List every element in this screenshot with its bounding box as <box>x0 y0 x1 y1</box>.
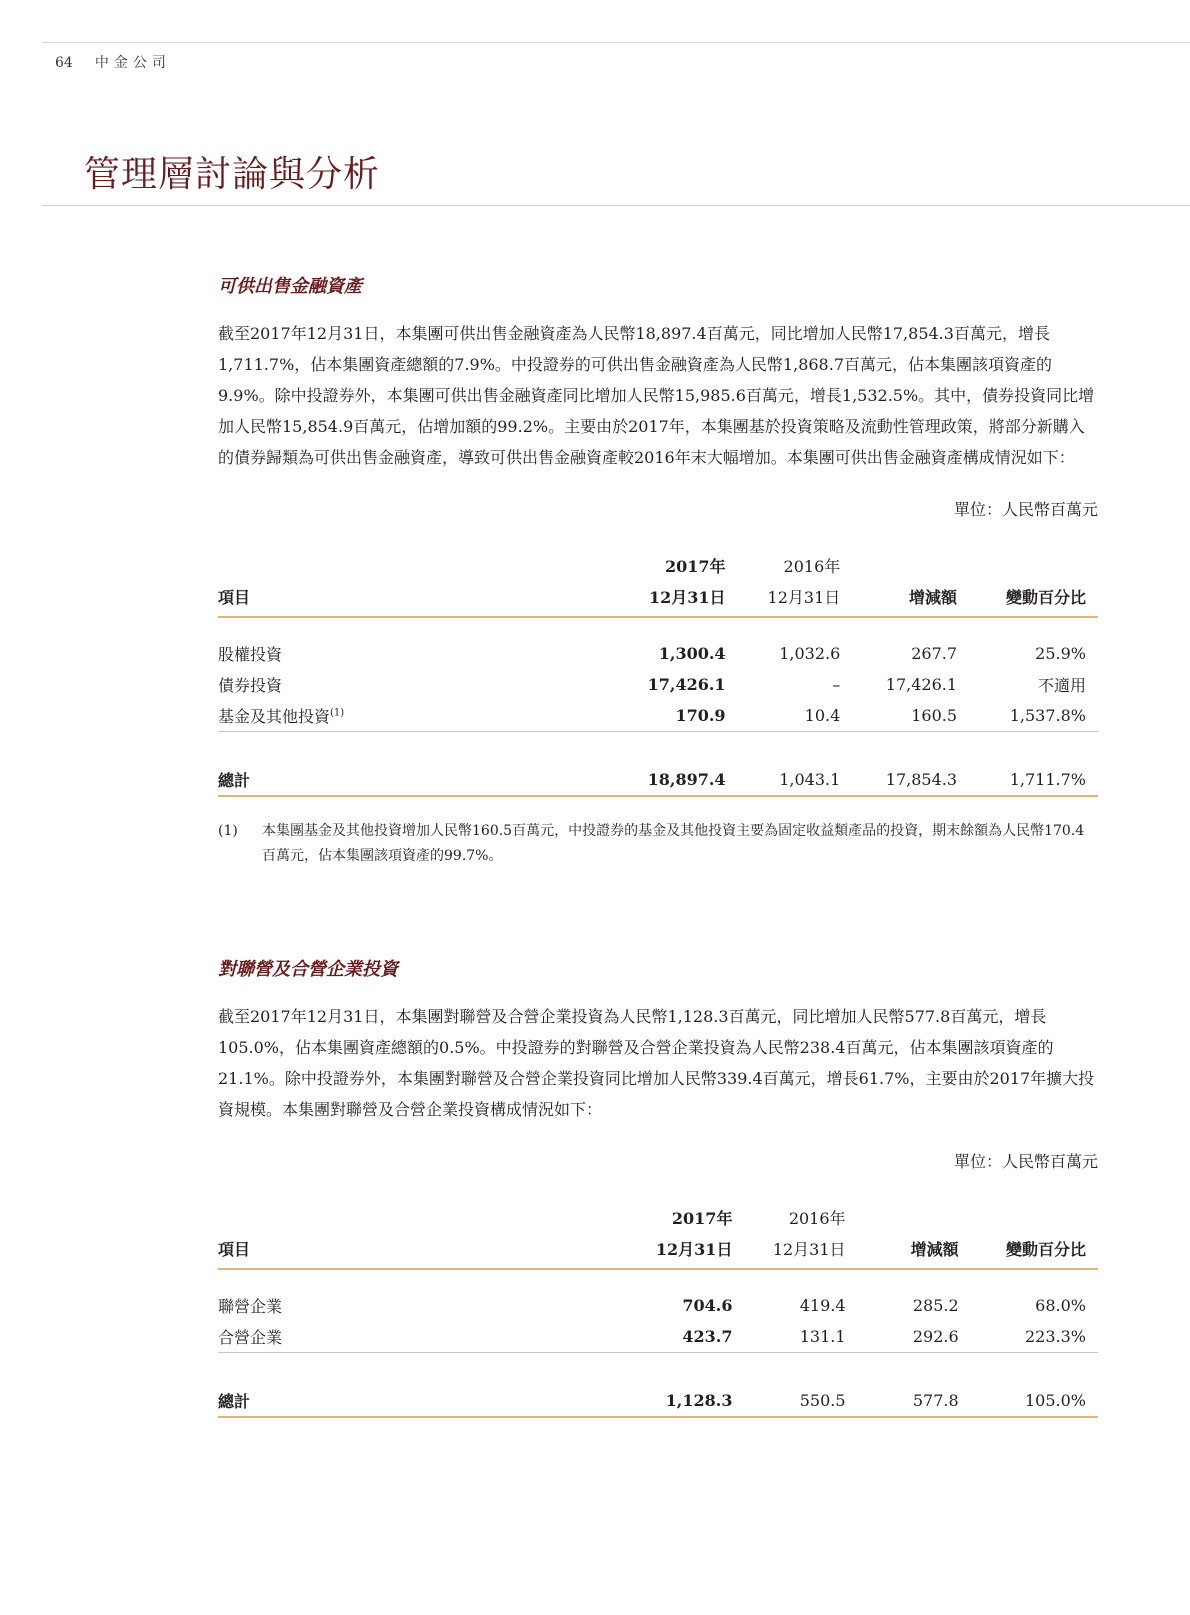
value-pct: 223.3% <box>959 1321 1098 1353</box>
col-pct: 變動百分比 <box>957 581 1098 617</box>
table-row <box>218 1290 1098 1321</box>
footnote-marker: (1) <box>330 707 345 719</box>
row-label: 債券投資 <box>218 676 283 695</box>
col-change: 增減額 <box>840 581 957 617</box>
col-2016-date: 12月31日 <box>732 1233 845 1269</box>
value-pct: 68.0% <box>1035 1296 1086 1315</box>
col-change: 增減額 <box>846 1233 959 1269</box>
associates-table <box>218 1202 1098 1418</box>
row-label: 聯營企業 <box>218 1297 283 1316</box>
value-2016: 419.4 <box>799 1296 846 1315</box>
total-label: 總計 <box>218 764 606 796</box>
table-row <box>218 638 1098 669</box>
section-associates-jv <box>218 955 1098 1418</box>
row-label: 合營企業 <box>218 1321 614 1353</box>
unit-label: 單位：人民幣百萬元 <box>953 500 1098 519</box>
footnote-number: (1) <box>218 823 238 839</box>
value-change: 292.6 <box>846 1321 959 1353</box>
value-pct: 不適用 <box>1037 676 1086 695</box>
total-label: 總計 <box>218 1385 614 1417</box>
total-2016: 550.5 <box>732 1385 845 1417</box>
total-2017: 18,897.4 <box>606 764 726 796</box>
section-available-for-sale <box>218 272 1098 869</box>
value-2017: 17,426.1 <box>647 675 726 694</box>
col-2017-year: 2017年 <box>665 557 726 576</box>
total-pct: 1,711.7% <box>957 764 1098 796</box>
table-row <box>218 669 1098 700</box>
table-header-row <box>218 1202 1098 1233</box>
footnote <box>218 819 1098 869</box>
footnote-text: 本集團基金及其他投資增加人民幣160.5百萬元，中投證券的基金及其他投資主要為固定收益類產品的投資，期末餘額為人民幣170.4百萬元，佔本集團該項資產的99.7%。 <box>262 823 1085 864</box>
section-paragraph: 截至2017年12月31日，本集團可供出售金融資產為人民幣18,897.4百萬元，同比增加人民幣17,854.3百萬元，增長1,711.7%，佔本集團資產總額的7.9%。中投證券的可供出售金融資產為人民幣1,868.7百萬元，佔本集團該項資產的9.9%。除中投證券外，本集團可供出售金融資產同比增加人民幣15,985.6百萬元，增長1,532.5%。其中，債券投資同比增加人民幣15,854.9百萬元，佔增加額的99.2%。主要由於2017年，本集團基於投資策略及流動性管理政策，將部分新購入的債券歸類為可供出售金融資產，導致可供出售金融資產較2016年末大幅增加。本集團可供出售金融資產構成情況如下： <box>218 324 1095 467</box>
total-row <box>218 1385 1098 1417</box>
table-header-row <box>218 1233 1098 1269</box>
company-name: 中金公司 <box>94 55 171 71</box>
unit-label: 單位：人民幣百萬元 <box>953 1152 1098 1171</box>
total-change: 577.8 <box>846 1385 959 1417</box>
table-row <box>218 700 1098 732</box>
total-2017: 1,128.3 <box>614 1385 733 1417</box>
col-2016-date: 12月31日 <box>726 581 841 617</box>
value-change: 17,426.1 <box>885 675 958 694</box>
value-2016: 131.1 <box>732 1321 845 1353</box>
value-2016: 1,032.6 <box>779 644 841 663</box>
page-title: 管理層討論與分析 <box>84 154 381 195</box>
section-paragraph: 截至2017年12月31日，本集團對聯營及合營企業投資為人民幣1,128.3百萬元，同比增加人民幣577.8百萬元，增長105.0%，佔本集團資產總額的0.5%。中投證券的對聯營及合營企業投資為人民幣238.4百萬元，佔本集團該項資產的21.1%。除中投證券外，本集團對聯營及合營企業投資同比增加人民幣339.4百萬元，增長61.7%，主要由於2017年擴大投資規模。本集團對聯營及合營企業投資構成情況如下： <box>218 1007 1095 1119</box>
afs-table <box>218 550 1098 797</box>
table-row <box>218 1321 1098 1353</box>
row-label: 股權投資 <box>218 645 283 664</box>
table-header-row <box>218 550 1098 581</box>
value-2017: 423.7 <box>614 1321 733 1353</box>
value-2017: 704.6 <box>682 1296 733 1315</box>
value-pct: 1,537.8% <box>957 700 1098 732</box>
col-2017-date: 12月31日 <box>614 1233 733 1269</box>
value-pct: 25.9% <box>1035 644 1086 663</box>
value-2016: – <box>832 675 841 694</box>
col-2016-year: 2016年 <box>788 1209 846 1228</box>
value-2017: 170.9 <box>606 700 726 732</box>
running-header <box>55 52 171 72</box>
value-2016: 10.4 <box>726 700 841 732</box>
col-item: 項目 <box>218 1233 614 1269</box>
total-row <box>218 764 1098 796</box>
table-header-row <box>218 581 1098 617</box>
col-2017-year: 2017年 <box>671 1209 733 1228</box>
top-rule <box>42 42 1190 43</box>
col-item: 項目 <box>218 581 606 617</box>
total-2016: 1,043.1 <box>726 764 841 796</box>
total-pct: 105.0% <box>959 1385 1098 1417</box>
section-heading: 可供出售金融資產 <box>218 276 362 297</box>
section-heading: 對聯營及合營企業投資 <box>218 959 398 980</box>
value-2017: 1,300.4 <box>658 644 726 663</box>
value-change: 285.2 <box>912 1296 959 1315</box>
total-change: 17,854.3 <box>840 764 957 796</box>
title-rule <box>42 205 1190 206</box>
col-2016-year: 2016年 <box>783 557 841 576</box>
col-2017-date: 12月31日 <box>606 581 726 617</box>
col-pct: 變動百分比 <box>959 1233 1098 1269</box>
page-number: 64 <box>55 55 73 71</box>
row-label: 基金及其他投資 <box>218 707 331 726</box>
value-change: 267.7 <box>911 644 958 663</box>
value-change: 160.5 <box>840 700 957 732</box>
